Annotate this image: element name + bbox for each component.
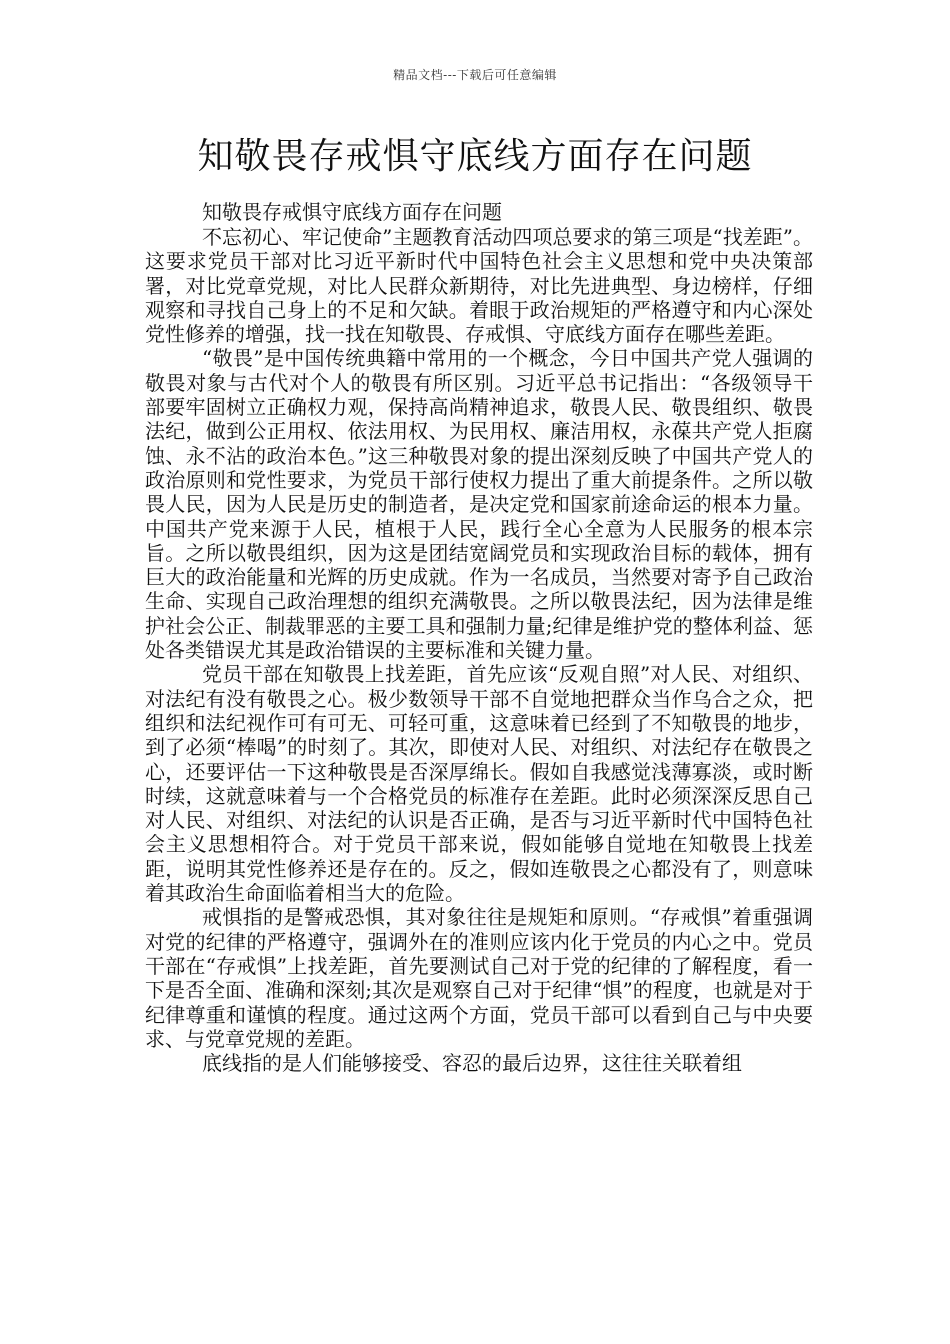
document-title: 知敬畏存戒惧守底线方面存在问题: [197, 136, 753, 177]
paragraph-2: “敬畏”是中国传统典籍中常用的一个概念，今日中国共产党人强调的敬畏对象与古代对个人的敬畏有所区别。习近平总书记指出：“各级领导干部要牢固树立正确权力观，保持高尚精神追求，敬畏人民、敬畏组织、敬畏法纪，做到公正用权、依法用权、为民用权、廉洁用权，永葆共产党人拒腐蚀、永不沾的政治本色。”这三种敬畏对象的提出深刻反映了中国共产党人的政治原则和党性要求，为党员干部行使权力提出了重大前提条件。之所以敬畏人民，因为人民是历史的制造者，是决定党和国家前途命运的根本力量。中国共产党来源于人民，植根于人民，践行全心全意为人民服务的根本宗旨。之所以敬畏组织，因为这是团结宽阔党员和实现政治目标的载体，拥有巨大的政治能量和光辉的历史成就。作为一名成员，当然要对寄予自己政治生命、实现自己政治理想的组织充满敬畏。之所以敬畏法纪，因为法律是维护社会公正、制裁罪恶的主要工具和强制力量;纪律是维护党的整体利益、惩处各类错误尤其是政治错误的主要标准和关键力量。: [145, 346, 813, 663]
header-note: 精品文档---下载后可任意编辑: [393, 68, 557, 82]
document-subtitle: 知敬畏存戒惧守底线方面存在问题: [202, 200, 502, 224]
paragraph-3: 党员干部在知敬畏上找差距，首先应该“反观自照”对人民、对组织、对法纪有没有敬畏之心。极少数领导干部不自觉地把群众当作乌合之众，把组织和法纪视作可有可无、可轻可重，这意味着已经到了不知敬畏的地步，到了必须“棒喝”的时刻了。其次，即使对人民、对组织、对法纪存在敬畏之心，还要评估一下这种敬畏是否深厚绵长。假如自我感觉浅薄寡淡，或时断时续，这就意味着与一个合格党员的标准存在差距。此时必须深深反思自己对人民、对组织、对法纪的认识是否正确，是否与习近平新时代中国特色社会主义思想相符合。对于党员干部来说，假如能够自觉地在知敬畏上找差距，说明其党性修养还是存在的。反之，假如连敬畏之心都没有了，则意味着其政治生命面临着相当大的危险。: [145, 662, 813, 906]
paragraph-1: 不忘初心、牢记使命”主题教育活动四项总要求的第三项是“找差距”。这要求党员干部对比习近平新时代中国特色社会主义思想和党中央决策部署，对比党章党规，对比人民群众新期待，对比先进典型、身边榜样，仔细观察和寻找自己身上的不足和欠缺。着眼于政治规矩的严格遵守和内心深处党性修养的增强，找一找在知敬畏、存戒惧、守底线方面存在哪些差距。: [145, 225, 813, 347]
paragraph-5: 底线指的是人们能够接受、容忍的最后边界，这往往关联着组: [202, 1051, 742, 1076]
paragraph-4: 戒惧指的是警戒恐惧，其对象往往是规矩和原则。“存戒惧”着重强调对党的纪律的严格遵守，强调外在的准则应该内化于党员的内心之中。党员干部在“存戒惧”上找差距，首先要测试自己对于党的纪律的了解程度，看一下是否全面、准确和深刻;其次是观察自己对于纪律“惧”的程度，也就是对于纪律尊重和谨慎的程度。通过这两个方面，党员干部可以看到自己与中央要求、与党章党规的差距。: [145, 905, 813, 1051]
document-body: [145, 225, 813, 1075]
